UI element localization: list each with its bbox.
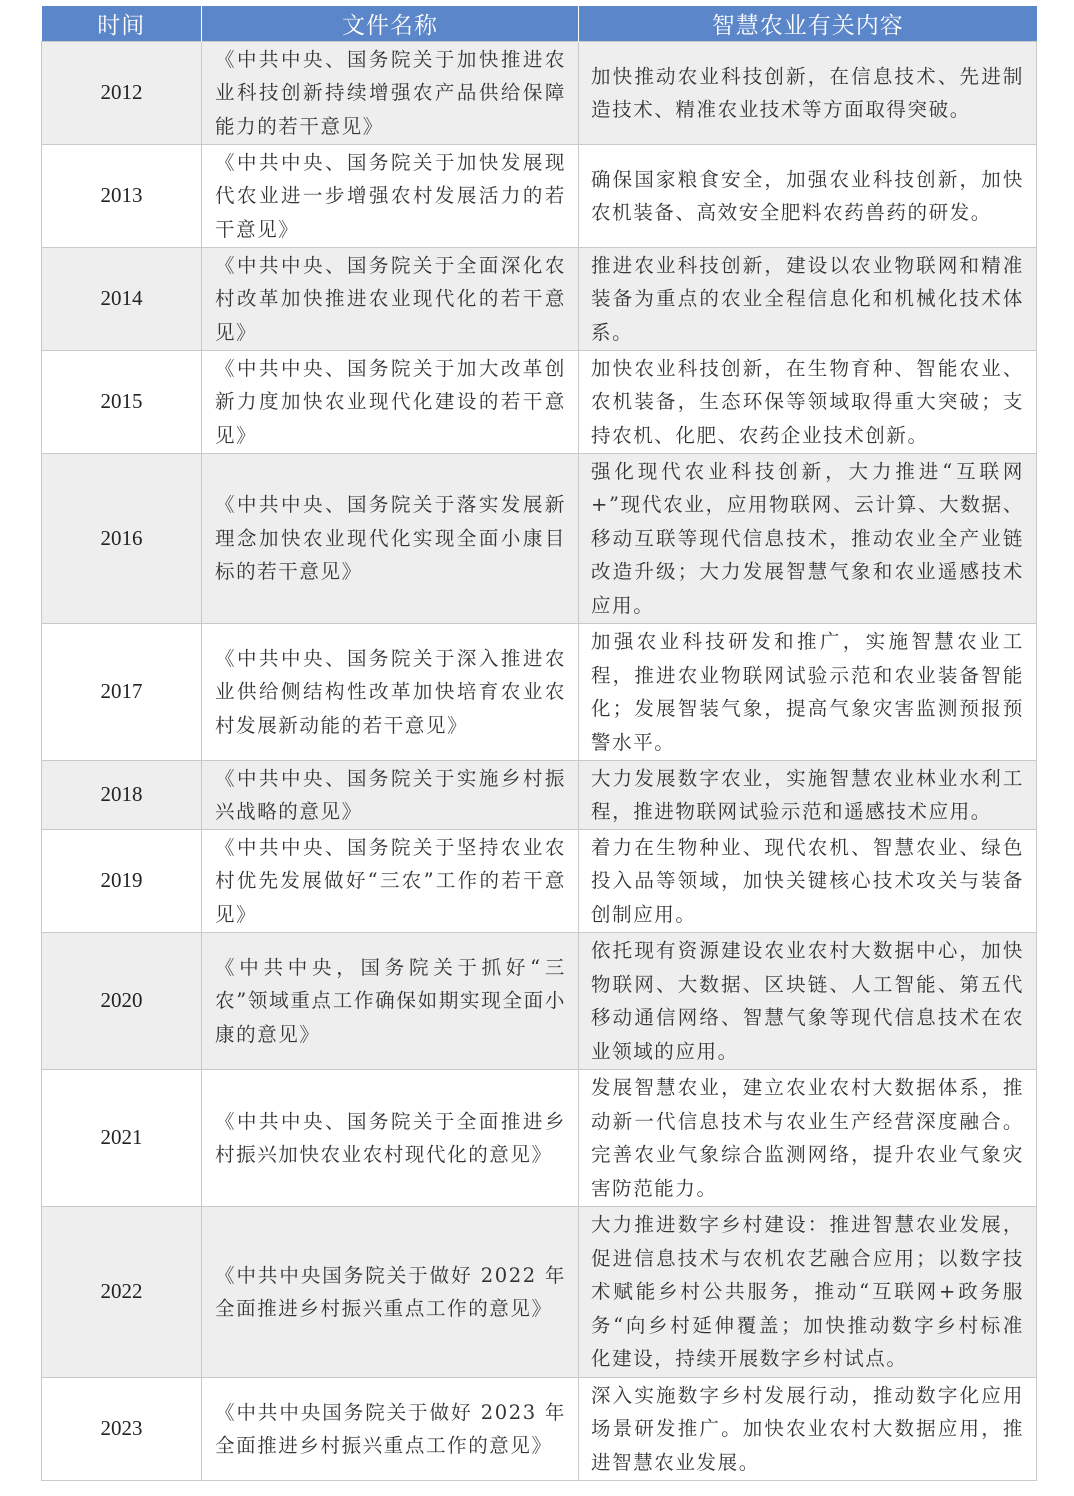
policy-table [41,6,1037,1481]
year-cell: 2020 [42,933,202,1070]
header-year: 时间 [42,6,202,42]
table-header [42,6,1037,42]
document-cell: 《中共中央，国务院关于抓好“三农”领域重点工作确保如期实现全面小康的意见》 [202,933,579,1070]
content-cell: 加强农业科技研发和推广，实施智慧农业工程，推进农业物联网试验示范和农业装备智能化；发展智装气象，提高气象灾害监测预报预警水平。 [579,624,1037,761]
table-row [42,248,1037,351]
document-cell: 《中共中央、国务院关于实施乡村振兴战略的意见》 [202,761,579,830]
content-cell: 加快推动农业科技创新，在信息技术、先进制造技术、精准农业技术等方面取得突破。 [579,42,1037,145]
document-cell: 《中共中央、国务院关于全面推进乡村振兴加快农业农村现代化的意见》 [202,1070,579,1207]
table-row [42,145,1037,248]
document-cell: 《中共中央、国务院关于深入推进农业供给侧结构性改革加快培育农业农村发展新动能的若干意见》 [202,624,579,761]
content-cell: 依托现有资源建设农业农村大数据中心，加快物联网、大数据、区块链、人工智能、第五代移动通信网络、智慧气象等现代信息技术在农业领域的应用。 [579,933,1037,1070]
year-cell: 2021 [42,1070,202,1207]
document-cell: 《中共中央国务院关于做好 2022 年全面推进乡村振兴重点工作的意见》 [202,1207,579,1378]
document-cell: 《中共中央、国务院关于加快发展现代农业进一步增强农村发展活力的若干意见》 [202,145,579,248]
table-row [42,454,1037,624]
content-cell: 大力发展数字农业，实施智慧农业林业水利工程，推进物联网试验示范和遥感技术应用。 [579,761,1037,830]
year-cell: 2016 [42,454,202,624]
content-cell: 深入实施数字乡村发展行动，推动数字化应用场景研发推广。加快农业农村大数据应用，推进智慧农业发展。 [579,1378,1037,1481]
content-cell: 加快农业科技创新，在生物育种、智能农业、农机装备，生态环保等领域取得重大突破；支持农机、化肥、农药企业技术创新。 [579,351,1037,454]
year-cell: 2013 [42,145,202,248]
year-cell: 2017 [42,624,202,761]
document-cell: 《中共中央、国务院关于坚持农业农村优先发展做好“三农”工作的若干意见》 [202,830,579,933]
content-cell: 着力在生物种业、现代农机、智慧农业、绿色投入品等领域，加快关键核心技术攻关与装备创制应用。 [579,830,1037,933]
year-cell: 2012 [42,42,202,145]
document-cell: 《中共中央、国务院关于落实发展新理念加快农业现代化实现全面小康目标的若干意见》 [202,454,579,624]
table-row [42,624,1037,761]
table-body [42,42,1037,1481]
year-cell: 2014 [42,248,202,351]
table-row [42,1070,1037,1207]
year-cell: 2015 [42,351,202,454]
content-cell: 推进农业科技创新，建设以农业物联网和精准装备为重点的农业全程信息化和机械化技术体系。 [579,248,1037,351]
table-row [42,761,1037,830]
document-cell: 《中共中央国务院关于做好 2023 年全面推进乡村振兴重点工作的意见》 [202,1378,579,1481]
table-row [42,1378,1037,1481]
document-cell: 《中共中央、国务院关于加快推进农业科技创新持续增强农产品供给保障能力的若干意见》 [202,42,579,145]
year-cell: 2018 [42,761,202,830]
header-row [42,6,1037,42]
content-cell: 强化现代农业科技创新，大力推进“互联网+”现代农业，应用物联网、云计算、大数据、移动互联等现代信息技术，推动农业全产业链改造升级；大力发展智慧气象和农业遥感技术应用。 [579,454,1037,624]
year-cell: 2019 [42,830,202,933]
table-row [42,1207,1037,1378]
header-content: 智慧农业有关内容 [579,6,1037,42]
table-row [42,351,1037,454]
year-cell: 2022 [42,1207,202,1378]
content-cell: 发展智慧农业，建立农业农村大数据体系，推动新一代信息技术与农业生产经营深度融合。完善农业气象综合监测网络，提升农业气象灾害防范能力。 [579,1070,1037,1207]
content-cell: 确保国家粮食安全，加强农业科技创新，加快农机装备、高效安全肥料农药兽药的研发。 [579,145,1037,248]
content-cell: 大力推进数字乡村建设：推进智慧农业发展，促进信息技术与农机农艺融合应用；以数字技术赋能乡村公共服务，推动“互联网+政务服务“向乡村延伸覆盖；加快推动数字乡村标准化建设，持续开展数字乡村试点。 [579,1207,1037,1378]
header-document: 文件名称 [202,6,579,42]
table-row [42,830,1037,933]
document-cell: 《中共中央、国务院关于加大改革创新力度加快农业现代化建设的若干意见》 [202,351,579,454]
document-cell: 《中共中央、国务院关于全面深化农村改革加快推进农业现代化的若干意见》 [202,248,579,351]
table-row [42,42,1037,145]
table-row [42,933,1037,1070]
year-cell: 2023 [42,1378,202,1481]
policy-table-container [41,6,1036,1481]
